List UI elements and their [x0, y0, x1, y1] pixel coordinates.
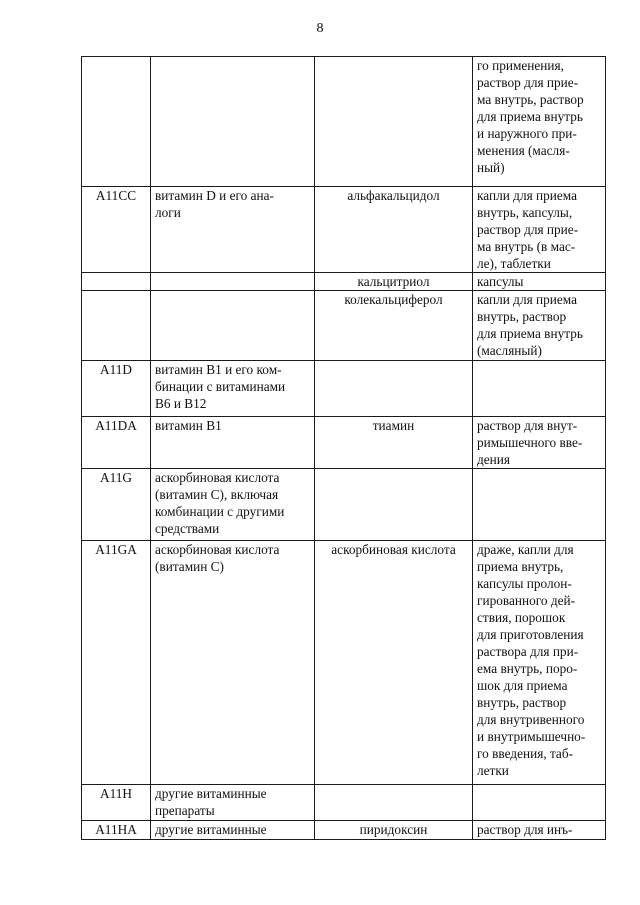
- table-row: [82, 541, 606, 785]
- group-name-cell: [151, 273, 315, 291]
- group-name-cell-text: аскорбиновая кислота (витамин С): [155, 542, 280, 574]
- table-row: [82, 821, 606, 840]
- dosage-form-cell: [473, 785, 606, 821]
- group-name-cell-text: другие витаминные препараты: [155, 786, 267, 818]
- table-row: [82, 291, 606, 361]
- table-row: [82, 57, 606, 187]
- table-row: [82, 187, 606, 273]
- dosage-form-cell: [473, 541, 606, 785]
- atc-code-cell-text: A11HA: [95, 822, 137, 837]
- group-name-cell: [151, 187, 315, 273]
- group-name-cell: [151, 57, 315, 187]
- dosage-form-cell-text: капли для приема внутрь, капсулы, раствор для прие- ма внутрь (в мас- ле), таблетки: [477, 188, 579, 271]
- atc-code-cell-text: A11D: [99, 362, 132, 377]
- drug-name-cell-text: пиридоксин: [359, 822, 428, 837]
- group-name-cell: [151, 417, 315, 469]
- group-name-cell-text: витамин B1: [155, 418, 222, 433]
- atc-code-cell: [82, 361, 151, 417]
- group-name-cell-text: другие витаминные: [155, 822, 267, 837]
- drug-name-cell: [315, 291, 473, 361]
- atc-code-cell-text: A11DA: [95, 418, 137, 433]
- atc-code-cell: [82, 417, 151, 469]
- drug-name-cell: [315, 273, 473, 291]
- atc-code-cell: [82, 541, 151, 785]
- group-name-cell: [151, 541, 315, 785]
- dosage-form-cell: [473, 417, 606, 469]
- atc-code-cell-text: A11CC: [95, 188, 137, 203]
- atc-code-cell: [82, 291, 151, 361]
- drug-classification-table: [81, 56, 606, 840]
- atc-code-cell-text: A11GA: [95, 542, 137, 557]
- dosage-form-cell: [473, 291, 606, 361]
- atc-code-cell: [82, 273, 151, 291]
- table-body: [82, 57, 606, 840]
- dosage-form-cell: [473, 273, 606, 291]
- drug-name-cell: [315, 361, 473, 417]
- atc-code-cell-text: A11G: [99, 470, 132, 485]
- group-name-cell-text: витамин D и его ана- логи: [155, 188, 274, 220]
- group-name-cell: [151, 821, 315, 840]
- atc-code-cell: [82, 821, 151, 840]
- drug-name-cell-text: аскорбиновая кислота: [331, 542, 456, 557]
- atc-code-cell: [82, 57, 151, 187]
- group-name-cell-text: аскорбиновая кислота (витамин С), включая комбинации с другими средствами: [155, 470, 285, 536]
- page-number: 8: [316, 21, 324, 36]
- table-row: [82, 469, 606, 541]
- dosage-form-cell-text: раствор для внут- римышечного вве- дения: [477, 418, 583, 467]
- dosage-form-cell: [473, 361, 606, 417]
- group-name-cell: [151, 469, 315, 541]
- atc-code-cell: [82, 785, 151, 821]
- dosage-form-cell: [473, 821, 606, 840]
- group-name-cell: [151, 291, 315, 361]
- dosage-form-cell-text: капли для приема внутрь, раствор для приема внутрь (масляный): [477, 292, 583, 358]
- drug-name-cell-text: тиамин: [372, 418, 415, 433]
- atc-code-cell-text: A11H: [99, 786, 132, 801]
- dosage-form-cell-text: капсулы: [477, 274, 524, 289]
- atc-code-cell: [82, 187, 151, 273]
- drug-name-cell: [315, 57, 473, 187]
- dosage-form-cell: [473, 469, 606, 541]
- drug-name-cell: [315, 821, 473, 840]
- table-row: [82, 417, 606, 469]
- dosage-form-cell: [473, 57, 606, 187]
- drug-name-cell: [315, 187, 473, 273]
- table-row: [82, 785, 606, 821]
- group-name-cell: [151, 785, 315, 821]
- table-row: [82, 273, 606, 291]
- table-row: [82, 361, 606, 417]
- group-name-cell: [151, 361, 315, 417]
- dosage-form-cell-text: драже, капли для приема внутрь, капсулы пролон- гированного дей- ствия, порошок для приготовления раствора для при- ема внутрь, поро- шок для приема внутрь, раствор для внутривенного и внутримышечно- го введения, таб- летки: [477, 542, 586, 778]
- drug-name-cell-text: колекальциферол: [344, 292, 443, 307]
- drug-name-cell: [315, 417, 473, 469]
- drug-name-cell: [315, 541, 473, 785]
- drug-name-cell: [315, 785, 473, 821]
- drug-name-cell-text: альфакальцидол: [347, 188, 440, 203]
- drug-name-cell: [315, 469, 473, 541]
- dosage-form-cell-text: раствор для инъ-: [477, 822, 573, 837]
- atc-code-cell: [82, 469, 151, 541]
- drug-name-cell-text: кальцитриол: [357, 274, 430, 289]
- dosage-form-cell-text: го применения, раствор для прие- ма внутрь, раствор для приема внутрь и наружного при- менения (масля- ный): [477, 58, 584, 175]
- group-name-cell-text: витамин B1 и его ком- бинации с витаминами B6 и B12: [155, 362, 286, 411]
- dosage-form-cell: [473, 187, 606, 273]
